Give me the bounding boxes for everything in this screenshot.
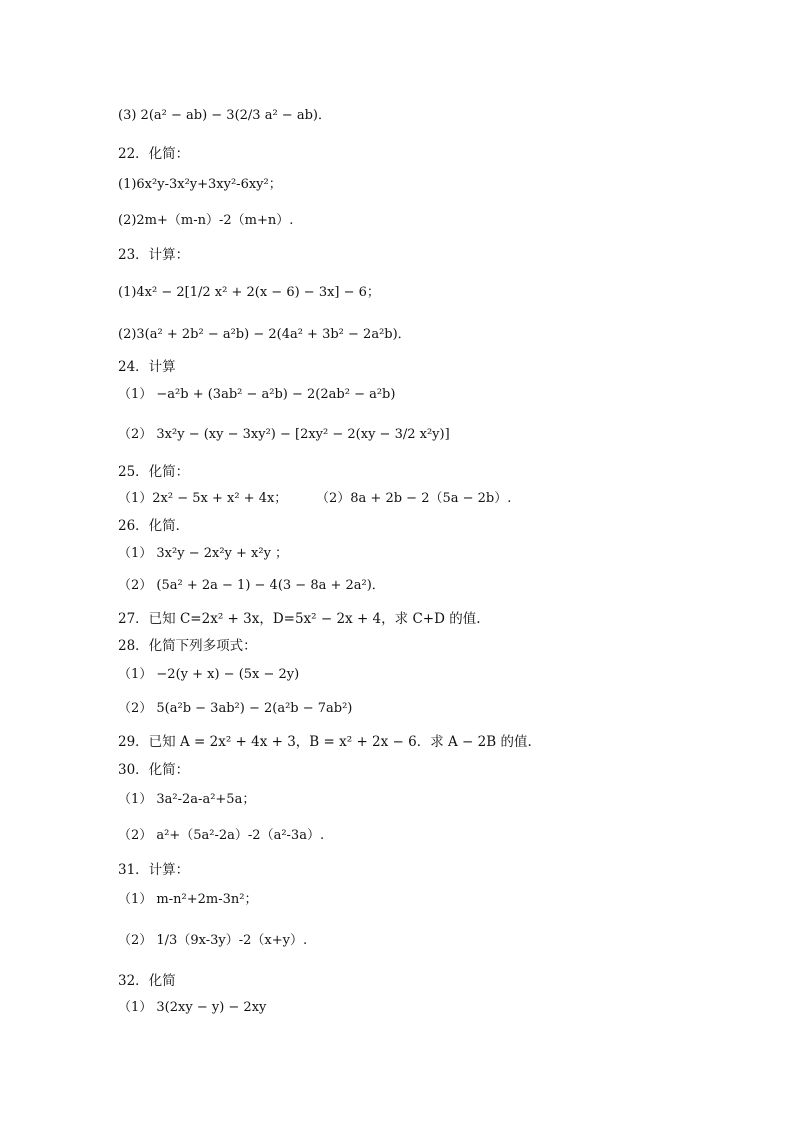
problem-24-heading: 24．计算 (118, 359, 176, 375)
problem-31-part-1: （1） m-n²+2m-3n²； (118, 892, 258, 907)
problem-26-part-1: （1） 3x²y − 2x²y + x²y ； (118, 546, 289, 561)
problem-30-part-2: （2） a²+（5a²-2a）-2（a²-3a）. (118, 828, 325, 843)
problem-32-heading: 32．化简 (118, 973, 176, 989)
problem-23-part-1: (1)4x² − 2[1/2 x² + 2(x − 6) − 3x] − 6； (118, 285, 380, 300)
problem-22-part-1: (1)6x²y-3x²y+3xy²-6xy²； (118, 177, 282, 192)
problem-31-heading: 31．计算： (118, 862, 190, 878)
problem-24-part-2: （2） 3x²y − (xy − 3xy²) − [2xy² − 2(xy − 3/2 x²y)] (118, 427, 450, 442)
problem-24-part-1: （1） −a²b + (3ab² − a²b) − 2(2ab² − a²b) (118, 387, 396, 402)
problem-30-part-1: （1） 3a²-2a-a²+5a； (118, 792, 256, 807)
problem-31-part-2: （2） 1/3（9x-3y）-2（x+y）. (118, 933, 308, 948)
problem-29: 29．已知 A = 2x² + 4x + 3，B = x² + 2x − 6．求 A − 2B 的值. (118, 734, 532, 750)
problem-26-heading: 26．化简． (118, 518, 190, 534)
problem-28-heading: 28．化简下列多项式： (118, 638, 257, 654)
problem-25-heading: 25．化简： (118, 464, 190, 480)
problem-25-part-1: （1）2x² − 5x + x² + 4x； (118, 491, 288, 506)
problem-22-part-2: (2)2m+（m-n）-2（m+n）. (118, 213, 294, 228)
problem-26-part-2: （2） (5a² + 2a − 1) − 4(3 − 8a + 2a²)． (118, 578, 385, 593)
problem-22-heading: 22．化简： (118, 146, 190, 162)
problem-28-part-1: （1） −2(y + x) − (5x − 2y) (118, 667, 300, 682)
problem-25-part-2: （2）8a + 2b − 2（5a − 2b）. (316, 491, 512, 506)
problem-23-heading: 23．计算： (118, 247, 190, 263)
problem-23-part-2: (2)3(a² + 2b² − a²b) − 2(4a² + 3b² − 2a²b)． (118, 327, 411, 342)
problem-21-part-3: (3) 2(a² − ab) − 3(2/3 a² − ab)． (118, 108, 331, 123)
problem-32-part-1: （1） 3(2xy − y) − 2xy (118, 1000, 267, 1015)
problem-28-part-2: （2） 5(a²b − 3ab²) − 2(a²b − 7ab²) (118, 701, 353, 716)
problem-30-heading: 30．化简： (118, 762, 190, 778)
problem-27: 27．已知 C=2x² + 3x，D=5x² − 2x + 4，求 C+D 的值. (118, 611, 481, 627)
